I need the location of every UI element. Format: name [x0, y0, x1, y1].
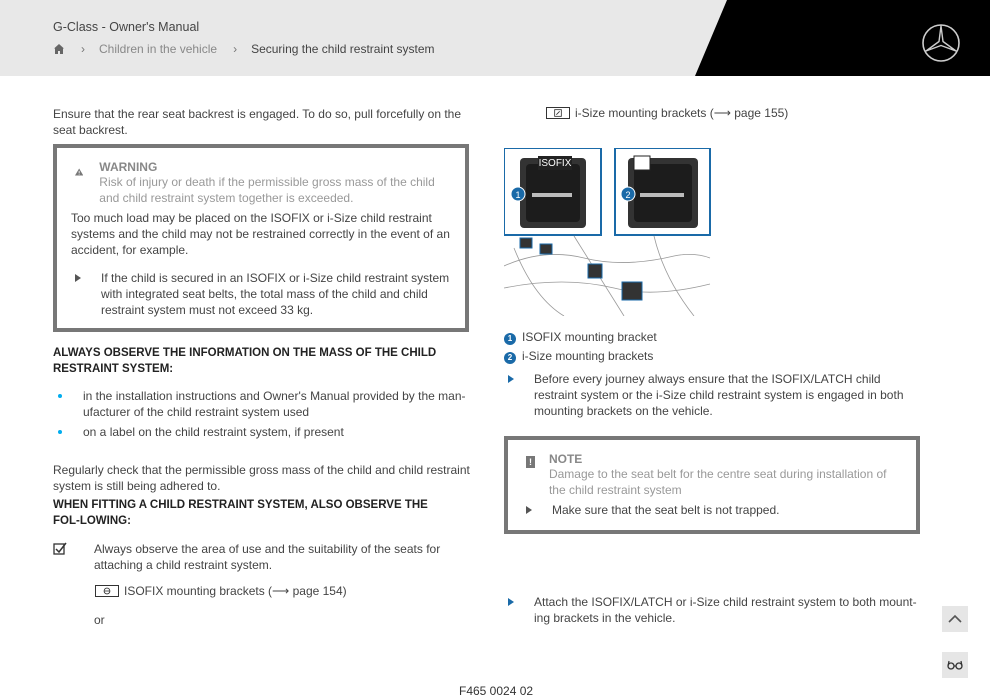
arrow-right-icon	[508, 375, 514, 383]
breadcrumb-item-children[interactable]: Children in the vehicle	[99, 42, 218, 56]
figure-code: F465 0024 02	[459, 684, 534, 698]
legend-text: ISOFIX mounting bracket	[522, 330, 657, 344]
arrow-right-icon	[75, 274, 81, 282]
arrow-right-icon	[526, 506, 532, 514]
note-box	[504, 436, 920, 534]
checkbox-checked-icon	[53, 542, 67, 556]
list-item: in the installation instructions and Owner's Manual provided by the man-ufacturer of the child restraint system used	[53, 388, 469, 420]
list-item: on a label on the child restraint system, if present	[53, 424, 469, 440]
arrow-right-icon	[508, 598, 514, 606]
observe-heading: ALWAYS OBSERVE THE INFORMATION ON THE MASS OF THE CHILD RESTRAINT SYSTEM:	[53, 347, 437, 375]
legend-item	[504, 348, 657, 364]
warning-body: Too much load may be placed on the ISOFIX or i-Size child restraint systems and the child may not be restrained correctly in the event of an accident, for example.	[71, 211, 450, 257]
chevron-right-icon: ›	[233, 42, 238, 56]
warning-step-text: If the child is secured in an ISOFIX or i-Size child restraint system with integrated seat belts, the total mass of the child and child restraint system must not exceed 33 kg.	[101, 271, 450, 317]
page-header	[0, 0, 990, 76]
feedback-button[interactable]	[942, 652, 968, 678]
note-subtitle: Damage to the seat belt for the centre seat during installation of the child restraint system	[548, 467, 887, 497]
checklist-item: Always observe the area of use and the suitability of the seats for attaching a child restraint system.	[94, 542, 441, 572]
figure-isofix-label: ISOFIX	[538, 158, 572, 169]
callout-2-badge: 2	[504, 352, 516, 364]
instruction-step-2	[504, 594, 918, 626]
chevron-up-icon	[948, 614, 962, 624]
isize-reference[interactable]	[546, 106, 788, 120]
note-step-text: Make sure that the seat belt is not trapped.	[552, 503, 780, 517]
exclamation-icon: !	[526, 456, 535, 468]
scroll-to-top-button[interactable]	[942, 606, 968, 632]
warning-step	[71, 270, 451, 318]
mounting-brackets-illustration	[504, 148, 712, 316]
warning-triangle-icon	[75, 166, 83, 178]
warning-title: WARNING	[99, 160, 158, 174]
isofix-reference[interactable]	[95, 584, 347, 598]
warning-subtitle: Risk of injury or death if the permissible gross mass of the child and child restraint system together is exceeded.	[99, 175, 435, 205]
glasses-icon	[947, 659, 963, 671]
isofix-symbol-icon	[95, 585, 119, 597]
or-text: or	[94, 613, 105, 627]
isize-symbol-icon	[546, 107, 570, 119]
isofix-reference-text: ISOFIX mounting brackets (⟶ page 154)	[124, 584, 347, 598]
chevron-right-icon: ›	[81, 42, 85, 56]
breadcrumb-item-current: Securing the child restraint system	[251, 42, 435, 56]
manual-title: G-Class - Owner's Manual	[53, 20, 200, 34]
legend-text: i-Size mounting brackets	[522, 349, 654, 363]
instruction-step-1	[504, 371, 908, 419]
figure-legend	[504, 329, 657, 364]
regular-check-text: Regularly check that the permissible gross mass of the child and child restraint system is still being adhered to.	[53, 463, 470, 493]
step-1-text: Before every journey always ensure that the ISOFIX/LATCH child restraint system or the i-Size child restraint system is engaged in both mounting brackets on the vehicle.	[534, 372, 904, 418]
step-2-text: Attach the ISOFIX/LATCH or i-Size child restraint system to both mount-ing brackets in the vehicle.	[534, 595, 917, 625]
observe-list	[53, 388, 469, 444]
intro-text: Ensure that the rear seat backrest is engaged. To do so, pull forcefully on the seat backrest.	[53, 107, 462, 137]
breadcrumb	[53, 42, 435, 56]
isize-reference-text: i-Size mounting brackets (⟶ page 155)	[575, 106, 789, 120]
home-icon[interactable]	[53, 43, 65, 55]
warning-box	[53, 144, 469, 332]
svg-text:1: 1	[515, 190, 521, 200]
callout-1-badge: 1	[504, 333, 516, 345]
legend-item	[504, 329, 657, 345]
note-title: NOTE	[548, 452, 583, 466]
svg-text:2: 2	[625, 190, 631, 200]
mercedes-star-logo[interactable]	[920, 22, 962, 64]
fitting-heading: WHEN FITTING A CHILD RESTRAINT SYSTEM, ALSO OBSERVE THE FOL-LOWING:	[53, 499, 428, 527]
note-step	[522, 502, 902, 518]
